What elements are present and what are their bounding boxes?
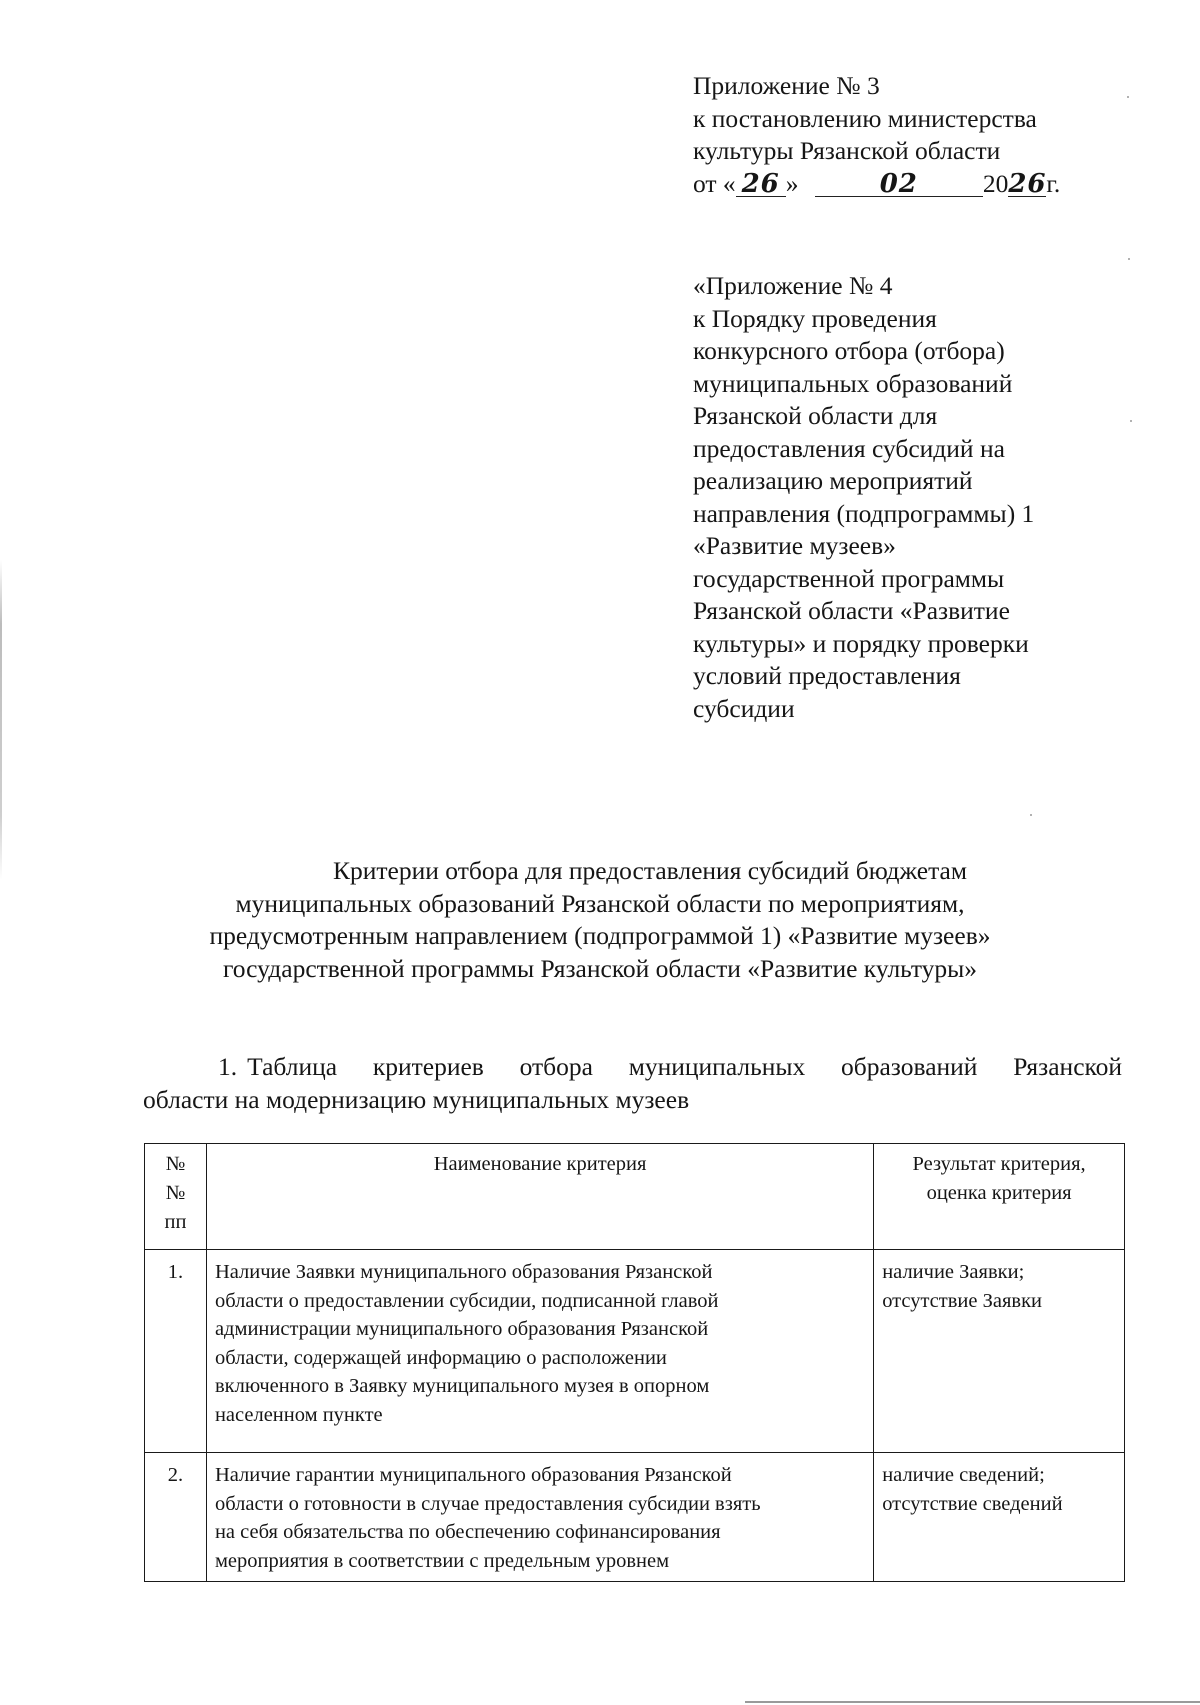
criteria-table bbox=[144, 1143, 1125, 1582]
scan-speck bbox=[1130, 420, 1132, 422]
appendix-4-line: условий предоставления bbox=[693, 661, 961, 690]
date-month-handwritten: 02 bbox=[815, 172, 983, 197]
criterion-line: администрации муниципального образования Рязанской bbox=[214, 1318, 709, 1340]
criterion-line: Наличие Заявки муниципального образования Рязанской bbox=[214, 1261, 713, 1283]
header-name-text: Наименование критерия bbox=[433, 1153, 647, 1175]
criterion-line: на себя обязательства по обеспечению софинансирования bbox=[214, 1521, 721, 1543]
row-criterion bbox=[206, 1250, 873, 1453]
appendix-4-line: направления (подпрограммы) 1 bbox=[693, 498, 1035, 528]
header-name bbox=[206, 1144, 873, 1250]
header-result-line: Результат критерия, bbox=[912, 1153, 1086, 1175]
scan-speck bbox=[1127, 96, 1129, 98]
table-row bbox=[145, 1250, 1125, 1453]
criterion-line: области о предоставлении субсидии, подписанной главой bbox=[214, 1289, 719, 1312]
row-number: 2. bbox=[145, 1453, 207, 1582]
title-line: государственной программы Рязанской области «Развитие культуры» bbox=[222, 953, 978, 983]
appendix-4-line: Рязанской области «Развитие bbox=[693, 596, 1010, 625]
appendix-4-line: муниципальных образований bbox=[693, 368, 1013, 398]
header-num-line: № bbox=[165, 1182, 186, 1204]
criterion-line: населенном пункте bbox=[214, 1403, 383, 1426]
scan-speck bbox=[1128, 258, 1130, 260]
result-line: наличие сведений; bbox=[882, 1464, 1045, 1486]
appendix-4-line: к Порядку проведения bbox=[693, 303, 937, 333]
date-year-handwritten: 26 bbox=[1008, 168, 1047, 199]
row-result bbox=[874, 1453, 1125, 1582]
date-year-prefix: 20 bbox=[982, 168, 1009, 198]
result-line: наличие Заявки; bbox=[882, 1261, 1025, 1283]
appendix-4-line: «Приложение № 4 bbox=[693, 271, 893, 300]
section-1-number: 1. bbox=[218, 1052, 238, 1081]
appendix-4-line: «Развитие музеев» bbox=[693, 531, 896, 560]
section-1-line2: области на модернизацию муниципальных музеев bbox=[143, 1085, 690, 1114]
row-criterion bbox=[206, 1453, 873, 1582]
document-title bbox=[150, 855, 1050, 985]
section-1-line1 bbox=[143, 1050, 1122, 1083]
appendix-4-line: реализацию мероприятий bbox=[693, 466, 973, 495]
result-line: отсутствие Заявки bbox=[882, 1289, 1043, 1312]
appendix-3-line3: культуры Рязанской области bbox=[693, 136, 1001, 165]
title-line: Критерии отбора для предоставления субсидий бюджетам bbox=[333, 856, 967, 885]
row-result bbox=[874, 1250, 1125, 1453]
header-result bbox=[874, 1144, 1125, 1250]
row-number: 1. bbox=[145, 1250, 207, 1453]
header-result-line: оценка критерия bbox=[926, 1181, 1072, 1204]
appendix-3-line2: к постановлению министерства bbox=[693, 103, 1037, 133]
criterion-line: мероприятия в соответствии с предельным уровнем bbox=[214, 1549, 670, 1572]
appendix-4-line: Рязанской области для bbox=[693, 401, 938, 430]
section-1-text: Таблица критериев отбора муниципальных образований Рязанской bbox=[247, 1052, 1122, 1081]
appendix-4-header bbox=[693, 270, 1034, 725]
appendix-4-line: предоставления субсидий на bbox=[693, 433, 1005, 463]
appendix-4-line: государственной программы bbox=[693, 563, 1005, 593]
scan-edge-bottom bbox=[745, 1701, 1200, 1703]
header-num bbox=[145, 1144, 207, 1250]
table-header-row bbox=[145, 1144, 1125, 1250]
appendix-4-line: субсидии bbox=[693, 693, 795, 723]
criterion-line: области о готовности в случае предоставления субсидии взять bbox=[214, 1492, 761, 1515]
title-line: предусмотренным направлением (подпрограммой 1) «Развитие музеев» bbox=[209, 921, 991, 950]
appendix-3-header bbox=[693, 70, 1060, 200]
date-day-handwritten: 26 bbox=[736, 172, 786, 197]
criterion-line: области, содержащей информацию о расположении bbox=[214, 1346, 667, 1369]
appendix-4-line: культуры» и порядку проверки bbox=[693, 628, 1029, 658]
title-line: муниципальных образований Рязанской области по мероприятиям, bbox=[235, 888, 965, 918]
date-year-suffix: г. bbox=[1046, 168, 1061, 198]
date-day-suffix: » bbox=[785, 168, 799, 198]
criterion-line: включенного в Заявку муниципального музея в опорном bbox=[214, 1375, 710, 1397]
scan-edge-left bbox=[0, 560, 2, 880]
scan-speck bbox=[1030, 814, 1032, 816]
header-num-line: пп bbox=[164, 1211, 187, 1233]
appendix-3-date bbox=[693, 168, 1060, 201]
section-1-heading bbox=[143, 1050, 1122, 1116]
result-line: отсутствие сведений bbox=[882, 1492, 1063, 1515]
appendix-4-line: конкурсного отбора (отбора) bbox=[693, 336, 1005, 365]
table-row bbox=[145, 1453, 1125, 1582]
criterion-line: Наличие гарантии муниципального образования Рязанской bbox=[214, 1464, 732, 1486]
appendix-3-line1: Приложение № 3 bbox=[693, 71, 880, 100]
date-prefix: от « bbox=[693, 168, 736, 198]
header-num-line: № bbox=[165, 1153, 186, 1175]
